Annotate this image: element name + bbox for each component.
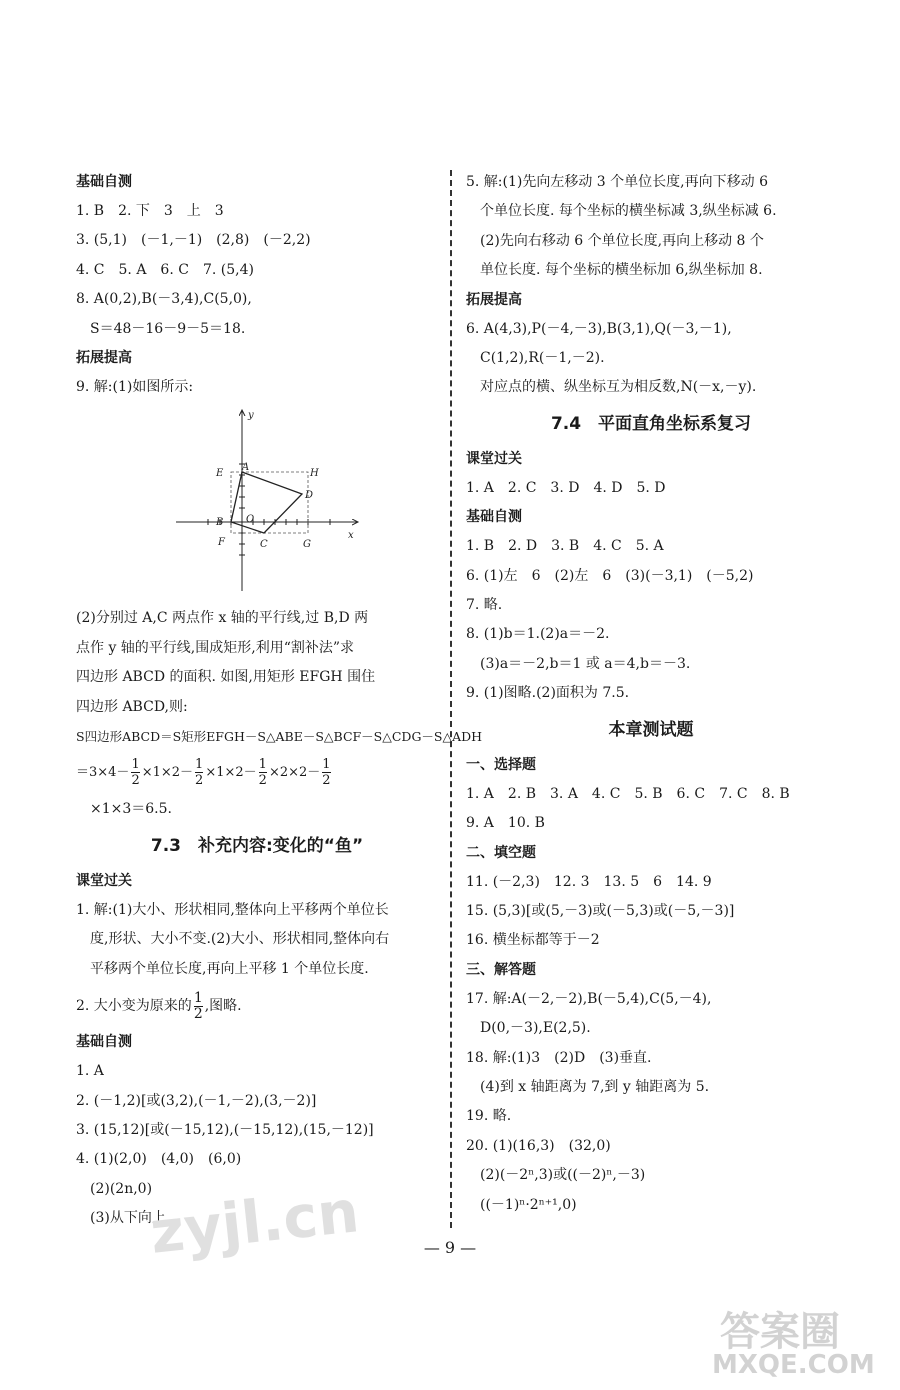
section-title: 拓展提高 (76, 350, 132, 367)
section-title: 三、解答题 (466, 961, 536, 978)
answer-line: (3)从下向上. (90, 1210, 171, 1227)
formula-line: ×1×3＝6.5. (90, 801, 172, 818)
axis-x-label: x (348, 530, 354, 542)
fraction-numerator: 1 (131, 757, 140, 773)
fraction (322, 757, 330, 788)
formula-line (76, 751, 438, 795)
fraction (259, 757, 267, 788)
point-f-label: F (218, 537, 225, 549)
page-number: — 9 — (423, 1238, 477, 1257)
answer-line: 11. (－2,3) 12. 3 13. 5 6 14. 9 (466, 873, 712, 890)
answer-text: 2. 大小变为原来的 (76, 998, 192, 1015)
answer-line: 15. (5,3)[或(5,－3)或(－5,3)或(－5,－3)] (466, 902, 735, 919)
answer-line: 度,形状、大小不变.(2)大小、形状相同,整体向右 (90, 931, 390, 948)
fraction-denominator: 2 (193, 1005, 203, 1022)
fraction (195, 757, 203, 788)
section-title: 课堂过关 (76, 872, 132, 889)
answer-line: (4)到 x 轴距离为 7,到 y 轴距离为 5. (480, 1078, 710, 1095)
fraction (194, 991, 203, 1022)
answer-line: 1. A 2. C 3. D 4. D 5. D (466, 479, 666, 496)
section-title: 基础自测 (76, 1034, 132, 1051)
point-g-label: G (303, 539, 311, 551)
answer-line: 9. (1)图略.(2)面积为 7.5. (466, 685, 630, 702)
point-e-label: E (216, 468, 224, 480)
coordinate-figure (176, 406, 438, 600)
point-o-label: O (246, 514, 255, 526)
section-heading: 7.3 补充内容:变化的“鱼” (150, 835, 364, 856)
formula-part: ×1×2－ (205, 765, 257, 781)
section-title: 拓展提高 (466, 291, 522, 308)
answer-line: 1. B 2. 下 3 上 3 (76, 203, 224, 219)
answer-text: ,图略. (204, 998, 242, 1015)
section-heading: 本章测试题 (608, 719, 694, 740)
formula-line: S四边形ABCD＝S矩形EFGH－S△ABE－S△BCF－S△CDG－S△ADH (76, 729, 483, 745)
answer-line: 点作 y 轴的平行线,围成矩形,利用“割补法”求 (76, 639, 355, 656)
point-d-label: D (305, 490, 314, 502)
fraction-numerator: 1 (258, 757, 267, 773)
answer-line: 四边形 ABCD,则: (76, 698, 188, 715)
watermark: MXQE.COM (712, 1350, 875, 1380)
answer-line: (2)先向右移动 6 个单位长度,再向上移动 8 个 (480, 232, 764, 249)
answer-line: (2)(－2ⁿ,3)或((－2)ⁿ,－3) (480, 1167, 646, 1184)
watermark: 答案圈 (720, 1309, 840, 1355)
fraction-numerator: 1 (193, 989, 203, 1006)
answer-line: 8. A(0,2),B(－3,4),C(5,0), (76, 291, 252, 308)
fraction (131, 757, 139, 788)
column-divider (450, 170, 452, 1228)
point-b-label: B (216, 517, 224, 529)
answer-line: 19. 略. (466, 1108, 512, 1125)
section-title: 基础自测 (466, 509, 522, 526)
answer-line: 17. 解:A(－2,－2),B(－5,4),C(5,－4), (466, 990, 712, 1007)
answer-line: 4. C 5. A 6. C 7. (5,4) (76, 261, 254, 278)
section-title: 一、选择题 (466, 756, 536, 773)
answer-line: 单位长度. 每个坐标的横坐标加 6,纵坐标加 8. (480, 262, 763, 279)
answer-line: 5. 解:(1)先向左移动 3 个单位长度,再向下移动 6 (466, 174, 768, 190)
answer-line: 4. (1)(2,0) (4,0) (6,0) (76, 1151, 242, 1168)
fraction-numerator: 1 (195, 757, 204, 773)
axis-y-label: y (248, 410, 254, 422)
answer-line: 对应点的横、纵坐标互为相反数,N(－x,－y). (480, 379, 757, 396)
answer-line: 7. 略. (466, 597, 503, 614)
fraction-denominator: 2 (258, 773, 267, 789)
answer-line: C(1,2),R(－1,－2). (480, 350, 605, 367)
fraction-numerator: 1 (322, 757, 331, 773)
section-title: 课堂过关 (466, 450, 522, 467)
fraction-denominator: 2 (322, 773, 331, 789)
point-c-label: C (260, 539, 268, 551)
answer-line: 18. 解:(1)3 (2)D (3)垂直. (466, 1049, 652, 1066)
watermark: zyjl.cn (147, 1177, 363, 1267)
answer-line: 16. 横坐标都等于－2 (466, 932, 600, 949)
answer-line: 1. A (76, 1063, 104, 1080)
point-h-label: H (310, 468, 319, 480)
section-title: 二、填空题 (466, 844, 536, 861)
left-column (76, 168, 483, 1234)
section-title: 基础自测 (76, 174, 132, 190)
answer-line: 3. (5,1) (－1,－1) (2,8) (－2,2) (76, 232, 311, 249)
answer-line: 2. (－1,2)[或(3,2),(－1,－2),(3,－2)] (76, 1092, 317, 1109)
answer-line: 平移两个单位长度,再向上平移 1 个单位长度. (90, 960, 369, 977)
answer-line: 6. (1)左 6 (2)左 6 (3)(－3,1) (－5,2) (466, 567, 754, 584)
answer-line: 1. B 2. D 3. B 4. C 5. A (466, 538, 664, 555)
answer-line: 3. (15,12)[或(－15,12),(－15,12),(15,－12)] (76, 1121, 374, 1138)
formula-part: ×1×2－ (141, 765, 194, 781)
answer-line: (2)(2n,0) (90, 1180, 153, 1197)
formula-part: ×2×2－ (268, 765, 321, 781)
rectangle-efgh (231, 472, 308, 533)
answer-line: 20. (1)(16,3) (32,0) (466, 1137, 611, 1154)
point-a-label: A (242, 462, 250, 474)
answer-line: 8. (1)b＝1.(2)a＝－2. (466, 626, 610, 643)
answer-line: 四边形 ABCD 的面积. 如图,用矩形 EFGH 围住 (76, 669, 376, 686)
answer-line (76, 984, 438, 1028)
answer-line: D(0,－3),E(2,5). (480, 1020, 591, 1037)
answer-line: 个单位长度. 每个坐标的横坐标减 3,纵坐标减 6. (480, 203, 777, 220)
answer-line: 9. 解:(1)如图所示: (76, 379, 194, 396)
answer-line: 6. A(4,3),P(－4,－3),B(3,1),Q(－3,－1), (466, 320, 732, 337)
section-heading: 7.4 平面直角坐标系复习 (550, 413, 752, 434)
answer-line: 9. A 10. B (466, 815, 545, 832)
fraction-denominator: 2 (195, 773, 204, 789)
answer-line: 1. 解:(1)大小、形状相同,整体向上平移两个单位长 (76, 901, 389, 918)
answer-line: 1. A 2. B 3. A 4. C 5. B 6. C 7. C 8. B (466, 785, 790, 802)
answer-line: ((－1)ⁿ·2ⁿ⁺¹,0) (480, 1196, 577, 1213)
formula-part: ＝3×4－ (76, 765, 130, 781)
fraction-denominator: 2 (131, 773, 140, 789)
answer-line: (3)a＝－2,b＝1 或 a＝4,b＝－3. (480, 655, 691, 672)
answer-line: S＝48－16－9－5＝18. (90, 320, 246, 337)
right-column (466, 168, 836, 1220)
answer-line: (2)分别过 A,C 两点作 x 轴的平行线,过 B,D 两 (76, 610, 369, 627)
